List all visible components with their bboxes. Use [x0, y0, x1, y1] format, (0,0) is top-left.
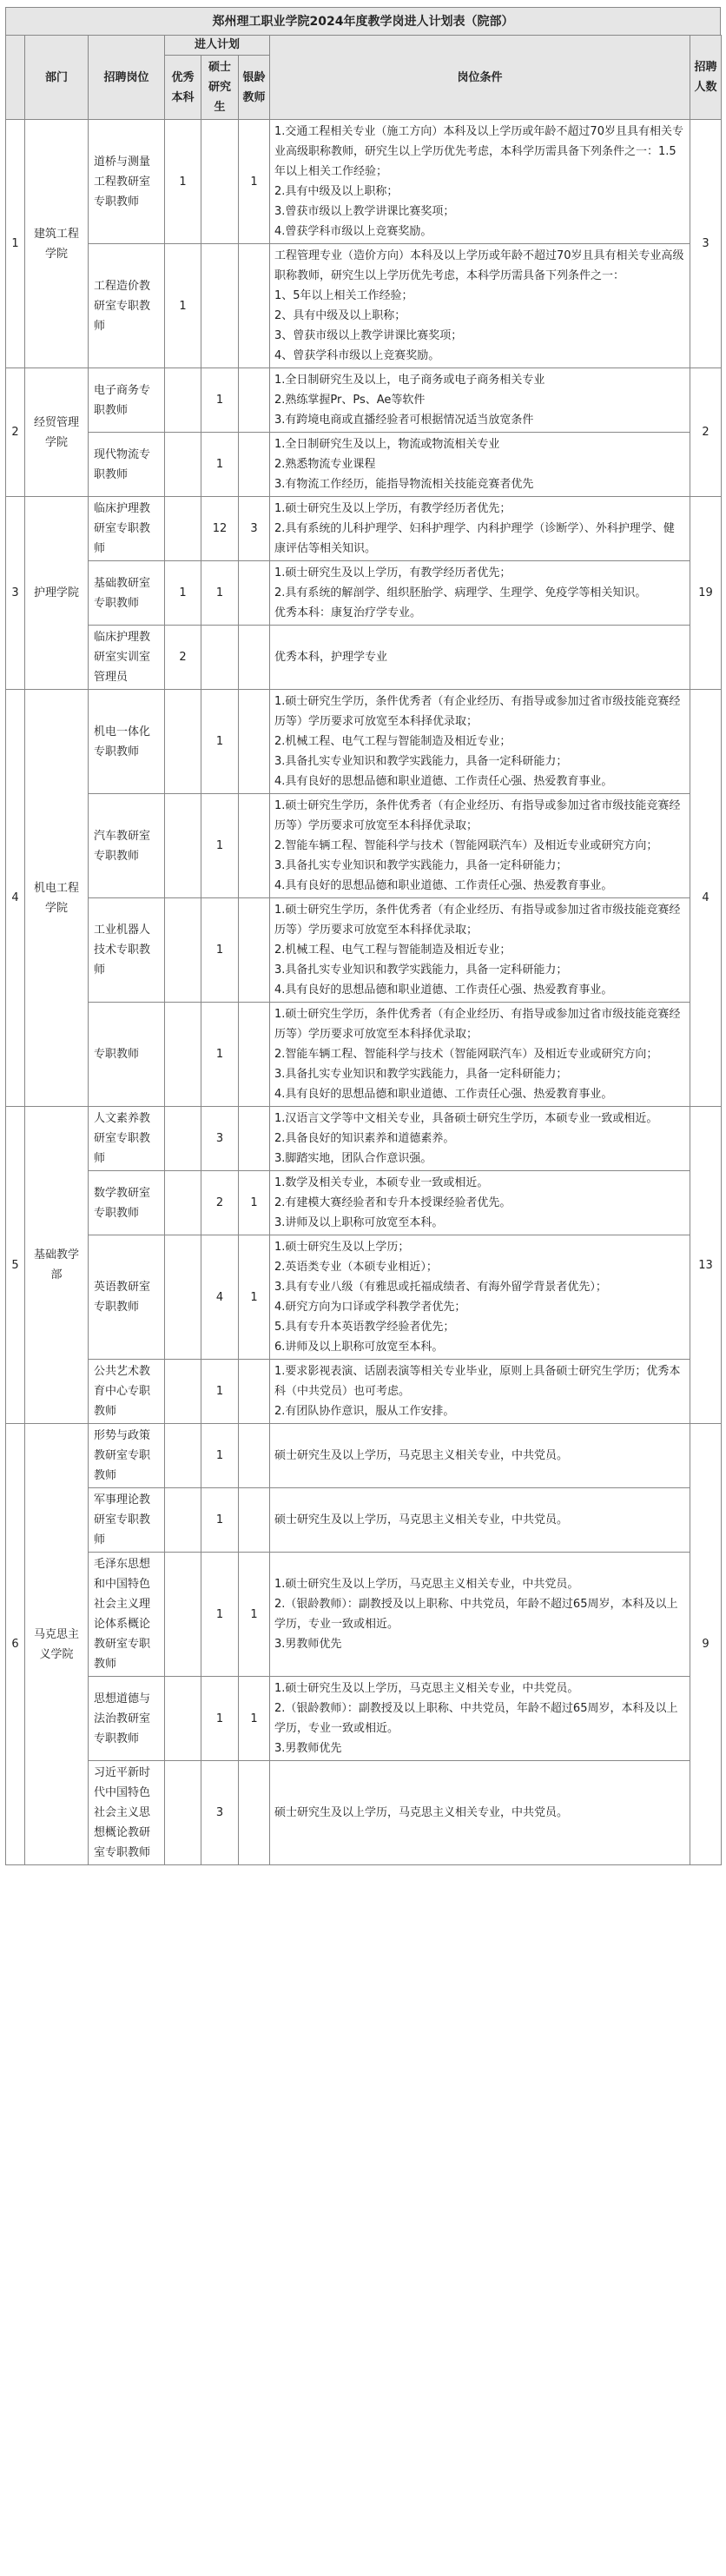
recruit-count: 2 — [690, 368, 722, 497]
plan-excellent-count: 2 — [165, 626, 201, 690]
condition-line: 3.有跨境电商或直播经验者可根据情况适当放宽条件 — [274, 414, 534, 427]
condition-line: 1.要求影视表演、话剧表演等相关专业毕业，原则上具备硕士研究生学历；优秀本科（中共党员）也可考虑。 — [274, 1365, 681, 1398]
position-conditions — [270, 1171, 690, 1235]
position-conditions — [270, 433, 690, 497]
condition-line: 4.研究方向为口译或学科教学者优先； — [274, 1301, 466, 1314]
condition-line: 2.有建模大赛经验者和专升本授课经验者优先。 — [274, 1196, 512, 1209]
condition-line: 硕士研究生及以上学历，马克思主义相关专业，中共党员。 — [274, 1513, 569, 1526]
condition-line: 3.男教师优先 — [274, 1742, 342, 1755]
position-conditions — [270, 898, 690, 1003]
plan-silver-count: 1 — [239, 1235, 270, 1360]
header-position: 招聘岗位 — [89, 36, 165, 120]
position-conditions — [270, 120, 690, 244]
condition-line: 1.硕士研究生及以上学历，有教学经历者优先； — [274, 566, 512, 579]
table-row — [6, 690, 722, 794]
plan-master-count: 4 — [201, 1235, 239, 1360]
condition-line: 2.具有系统的儿科护理学、妇科护理学、内科护理学（诊断学）、外科护理学、健康评估等相关知识。 — [274, 522, 675, 555]
condition-line: 1.交通工程相关专业（施工方向）本科及以上学历或年龄不超过70岁且具有相关专业高级职称教师，研究生以上学历优先考虑，本科学历需具备下列条件之一：1.5年以上相关工作经验； — [274, 125, 683, 178]
plan-silver-count — [239, 1424, 270, 1488]
condition-line: 2.熟悉物流专业课程 — [274, 458, 376, 471]
position-name: 临床护理教研室专职教师 — [89, 497, 165, 561]
position-name: 专职教师 — [89, 1003, 165, 1107]
position-name: 军事理论教研室专职教师 — [89, 1488, 165, 1553]
condition-line: 2.具备良好的知识素养和道德素养。 — [274, 1132, 455, 1145]
plan-master-count: 1 — [201, 368, 239, 433]
group-number: 4 — [6, 690, 25, 1107]
plan-master-count — [201, 244, 239, 368]
plan-excellent-count — [165, 1107, 201, 1171]
condition-line: 4.具有良好的思想品德和职业道德、工作责任心强、热爱教育事业。 — [274, 983, 613, 997]
condition-line: 1.硕士研究生学历，条件优秀者（有企业经历、有指导或参加过省市级技能竞赛经历等）学历要求可放宽至本科择优录取； — [274, 799, 681, 832]
position-name: 电子商务专职教师 — [89, 368, 165, 433]
condition-line: 2.机械工程、电气工程与智能制造及相近专业； — [274, 944, 512, 957]
position-name: 工程造价教研室专职教师 — [89, 244, 165, 368]
plan-silver-count — [239, 433, 270, 497]
plan-master-count: 1 — [201, 561, 239, 626]
header-dept: 部门 — [25, 36, 89, 120]
condition-line: 1.全日制研究生及以上，物流或物流相关专业 — [274, 438, 500, 451]
condition-line: 3.脚踏实地，团队合作意识强。 — [274, 1152, 432, 1165]
condition-line: 1.全日制研究生及以上，电子商务或电子商务相关专业 — [274, 374, 545, 387]
condition-line: 2.（银龄教师）：副教授及以上职称、中共党员，年龄不超过65周岁，本科及以上学历，专业一致或相近。 — [274, 1598, 678, 1631]
table-row — [6, 1107, 722, 1171]
recruit-count: 9 — [690, 1424, 722, 1865]
table-row — [6, 1553, 722, 1677]
condition-line: 2、具有中级及以上职称； — [274, 309, 406, 322]
position-conditions — [270, 244, 690, 368]
plan-master-count: 3 — [201, 1761, 239, 1865]
table-row — [6, 120, 722, 244]
table-row — [6, 244, 722, 368]
condition-line: 3.具备扎实专业知识和教学实践能力，具备一定科研能力； — [274, 964, 568, 977]
department-name: 基础教学部 — [25, 1107, 89, 1424]
position-conditions — [270, 1360, 690, 1424]
plan-silver-count: 1 — [239, 1171, 270, 1235]
plan-master-count: 2 — [201, 1171, 239, 1235]
document — [0, 7, 726, 2576]
position-name: 英语教研室专职教师 — [89, 1235, 165, 1360]
table-row — [6, 1360, 722, 1424]
table-row — [6, 794, 722, 898]
table-row — [6, 898, 722, 1003]
position-conditions — [270, 497, 690, 561]
department-name: 建筑工程学院 — [25, 120, 89, 368]
condition-line: 3.有物流工作经历，能指导物流相关技能竞赛者优先 — [274, 478, 534, 491]
recruit-count: 3 — [690, 120, 722, 368]
condition-line: 2.（银龄教师）：副教授及以上职称、中共党员，年龄不超过65周岁，本科及以上学历，专业一致或相近。 — [274, 1702, 678, 1735]
position-name: 机电一体化专职教师 — [89, 690, 165, 794]
condition-line: 1.硕士研究生学历，条件优秀者（有企业经历、有指导或参加过省市级技能竞赛经历等）学历要求可放宽至本科择优录取； — [274, 695, 681, 728]
position-conditions — [270, 690, 690, 794]
table-row — [6, 1003, 722, 1107]
condition-line: 1.硕士研究生及以上学历，有教学经历者优先； — [274, 502, 512, 515]
condition-line: 4.具有良好的思想品德和职业道德、工作责任心强、热爱教育事业。 — [274, 879, 613, 892]
plan-silver-count: 1 — [239, 1553, 270, 1677]
plan-excellent-count — [165, 794, 201, 898]
plan-excellent-count — [165, 1360, 201, 1424]
condition-line: 1、5年以上相关工作经验； — [274, 289, 413, 302]
position-name: 毛泽东思想和中国特色社会主义理论体系概论教研室专职教师 — [89, 1553, 165, 1677]
plan-silver-count — [239, 244, 270, 368]
plan-master-count: 1 — [201, 433, 239, 497]
condition-line: 1.硕士研究生学历，条件优秀者（有企业经历、有指导或参加过省市级技能竞赛经历等）学历要求可放宽至本科择优录取； — [274, 904, 681, 937]
position-name: 汽车教研室专职教师 — [89, 794, 165, 898]
condition-line: 1.硕士研究生及以上学历，马克思主义相关专业，中共党员。 — [274, 1682, 579, 1695]
position-name: 数学教研室专职教师 — [89, 1171, 165, 1235]
plan-silver-count — [239, 626, 270, 690]
table-row — [6, 561, 722, 626]
condition-line: 优秀本科，护理学专业 — [274, 651, 388, 664]
condition-line: 3、曾获市级以上教学讲课比赛奖项； — [274, 329, 463, 342]
plan-silver-count — [239, 794, 270, 898]
recruit-count: 13 — [690, 1107, 722, 1424]
plan-master-count — [201, 626, 239, 690]
plan-excellent-count — [165, 433, 201, 497]
position-name: 形势与政策教研室专职教师 — [89, 1424, 165, 1488]
header-silver: 银龄教师 — [239, 56, 270, 120]
position-name: 习近平新时代中国特色社会主义思想概论教研室专职教师 — [89, 1761, 165, 1865]
position-conditions — [270, 561, 690, 626]
header-row-1 — [6, 36, 722, 56]
plan-master-count: 1 — [201, 1424, 239, 1488]
table-row — [6, 1235, 722, 1360]
table-row — [6, 626, 722, 690]
plan-excellent-count: 1 — [165, 244, 201, 368]
condition-line: 硕士研究生及以上学历，马克思主义相关专业，中共党员。 — [274, 1806, 569, 1819]
position-conditions — [270, 1424, 690, 1488]
group-number: 6 — [6, 1424, 25, 1865]
group-number: 3 — [6, 497, 25, 690]
document-title: 郑州理工职业学院2024年度教学岗进人计划表（院部） — [5, 7, 721, 35]
condition-line: 4.具有良好的思想品德和职业道德、工作责任心强、热爱教育事业。 — [274, 1088, 613, 1101]
position-name: 临床护理教研室实训室管理员 — [89, 626, 165, 690]
department-name: 经贸管理学院 — [25, 368, 89, 497]
plan-excellent-count — [165, 1171, 201, 1235]
position-name: 现代物流专职教师 — [89, 433, 165, 497]
header-count: 招聘人数 — [690, 36, 722, 120]
position-name: 道桥与测量工程教研室专职教师 — [89, 120, 165, 244]
plan-silver-count — [239, 1761, 270, 1865]
table-row — [6, 368, 722, 433]
table-row — [6, 1171, 722, 1235]
condition-line: 2.英语类专业（本硕专业相近）； — [274, 1261, 438, 1274]
plan-excellent-count — [165, 898, 201, 1003]
position-conditions — [270, 1235, 690, 1360]
condition-line: 1.汉语言文学等中文相关专业，具备硕士研究生学历，本硕专业一致或相近。 — [274, 1112, 658, 1125]
condition-line: 2.机械工程、电气工程与智能制造及相近专业； — [274, 735, 512, 748]
plan-master-count: 1 — [201, 1553, 239, 1677]
condition-line: 2.具有系统的解剖学、组织胚胎学、病理学、生理学、免疫学等相关知识。 — [274, 586, 647, 599]
plan-master-count: 1 — [201, 1003, 239, 1107]
header-excellent: 优秀本科 — [165, 56, 201, 120]
plan-excellent-count — [165, 368, 201, 433]
position-name: 公共艺术教育中心专职教师 — [89, 1360, 165, 1424]
condition-line: 4.具有良好的思想品德和职业道德、工作责任心强、热爱教育事业。 — [274, 775, 613, 788]
plan-master-count: 3 — [201, 1107, 239, 1171]
plan-silver-count — [239, 368, 270, 433]
position-conditions — [270, 1677, 690, 1761]
table-row — [6, 1488, 722, 1553]
table-row — [6, 1677, 722, 1761]
condition-line: 3.具备扎实专业知识和教学实践能力，具备一定科研能力； — [274, 755, 568, 768]
condition-line: 优秀本科：康复治疗学专业。 — [274, 606, 422, 619]
position-conditions — [270, 368, 690, 433]
plan-excellent-count — [165, 1003, 201, 1107]
condition-line: 2.具有中级及以上职称； — [274, 185, 399, 198]
condition-line: 1.硕士研究生及以上学历； — [274, 1241, 410, 1254]
condition-line: 硕士研究生及以上学历，马克思主义相关专业，中共党员。 — [274, 1449, 569, 1462]
group-number: 2 — [6, 368, 25, 497]
plan-silver-count — [239, 1003, 270, 1107]
position-conditions — [270, 1003, 690, 1107]
plan-silver-count — [239, 561, 270, 626]
plan-excellent-count: 1 — [165, 120, 201, 244]
plan-excellent-count — [165, 1235, 201, 1360]
plan-master-count: 1 — [201, 1677, 239, 1761]
condition-line: 3.曾获市级以上教学讲课比赛奖项； — [274, 205, 455, 218]
position-conditions — [270, 1553, 690, 1677]
position-conditions — [270, 1107, 690, 1171]
position-conditions — [270, 1488, 690, 1553]
department-name: 护理学院 — [25, 497, 89, 690]
group-number: 1 — [6, 120, 25, 368]
plan-master-count: 1 — [201, 794, 239, 898]
condition-line: 2.有团队协作意识，服从工作安排。 — [274, 1405, 455, 1418]
condition-line: 1.数学及相关专业，本硕专业一致或相近。 — [274, 1176, 489, 1189]
plan-master-count: 1 — [201, 690, 239, 794]
plan-excellent-count — [165, 1553, 201, 1677]
plan-silver-count — [239, 690, 270, 794]
header-no — [6, 36, 25, 120]
table-row — [6, 1424, 722, 1488]
condition-line: 工程管理专业（造价方向）本科及以上学历或年龄不超过70岁且具有相关专业高级职称教师，研究生以上学历优先考虑，本科学历需具备下列条件之一： — [274, 249, 684, 282]
condition-line: 2.智能车辆工程、智能科学与技术（智能网联汽车）及相近专业或研究方向； — [274, 1048, 658, 1061]
plan-master-count: 1 — [201, 1360, 239, 1424]
condition-line: 3.具备扎实专业知识和教学实践能力，具备一定科研能力； — [274, 859, 568, 872]
plan-excellent-count: 1 — [165, 561, 201, 626]
plan-excellent-count — [165, 690, 201, 794]
condition-line: 1.硕士研究生及以上学历，马克思主义相关专业，中共党员。 — [274, 1578, 579, 1591]
table-body — [6, 120, 722, 1865]
position-name: 人文素养教研室专职教师 — [89, 1107, 165, 1171]
header-master: 硕士研究生 — [201, 56, 239, 120]
header-plan: 进人计划 — [165, 36, 270, 56]
position-conditions — [270, 1761, 690, 1865]
plan-excellent-count — [165, 1488, 201, 1553]
plan-silver-count — [239, 898, 270, 1003]
condition-line: 4、曾获学科市级以上竞赛奖励。 — [274, 349, 440, 362]
plan-silver-count — [239, 1107, 270, 1171]
condition-line: 2.智能车辆工程、智能科学与技术（智能网联汽车）及相近专业或研究方向； — [274, 839, 658, 852]
table-row — [6, 1761, 722, 1865]
condition-line: 3.男教师优先 — [274, 1638, 342, 1651]
position-name: 工业机器人技术专职教师 — [89, 898, 165, 1003]
department-name: 马克思主义学院 — [25, 1424, 89, 1865]
condition-line: 4.曾获学科市级以上竞赛奖励。 — [274, 225, 432, 238]
plan-silver-count: 1 — [239, 1677, 270, 1761]
department-name: 机电工程学院 — [25, 690, 89, 1107]
table-row — [6, 433, 722, 497]
plan-silver-count — [239, 1488, 270, 1553]
plan-silver-count: 1 — [239, 120, 270, 244]
plan-excellent-count — [165, 497, 201, 561]
plan-silver-count — [239, 1360, 270, 1424]
recruitment-table — [5, 35, 722, 1865]
condition-line: 1.硕士研究生学历，条件优秀者（有企业经历、有指导或参加过省市级技能竞赛经历等）学历要求可放宽至本科择优录取； — [274, 1008, 681, 1041]
plan-master-count: 1 — [201, 1488, 239, 1553]
position-conditions — [270, 626, 690, 690]
condition-line: 3.讲师及以上职称可放宽至本科。 — [274, 1216, 444, 1229]
position-name: 思想道德与法治教研室专职教师 — [89, 1677, 165, 1761]
plan-excellent-count — [165, 1424, 201, 1488]
condition-line: 3.具备扎实专业知识和教学实践能力，具备一定科研能力； — [274, 1068, 568, 1081]
condition-line: 3.具有专业八级（有雅思或托福成绩者、有海外留学背景者优先）； — [274, 1281, 607, 1294]
plan-silver-count: 3 — [239, 497, 270, 561]
plan-excellent-count — [165, 1677, 201, 1761]
plan-master-count — [201, 120, 239, 244]
condition-line: 2.熟练掌握Pr、Ps、Ae等软件 — [274, 394, 426, 407]
plan-master-count: 1 — [201, 898, 239, 1003]
position-name: 基础教研室专职教师 — [89, 561, 165, 626]
recruit-count: 4 — [690, 690, 722, 1107]
header-conditions: 岗位条件 — [270, 36, 690, 120]
position-conditions — [270, 794, 690, 898]
table-row — [6, 497, 722, 561]
group-number: 5 — [6, 1107, 25, 1424]
condition-line: 5.具有专升本英语教学经验者优先； — [274, 1321, 455, 1334]
recruit-count: 19 — [690, 497, 722, 690]
condition-line: 6.讲师及以上职称可放宽至本科。 — [274, 1341, 444, 1354]
plan-master-count: 12 — [201, 497, 239, 561]
plan-excellent-count — [165, 1761, 201, 1865]
